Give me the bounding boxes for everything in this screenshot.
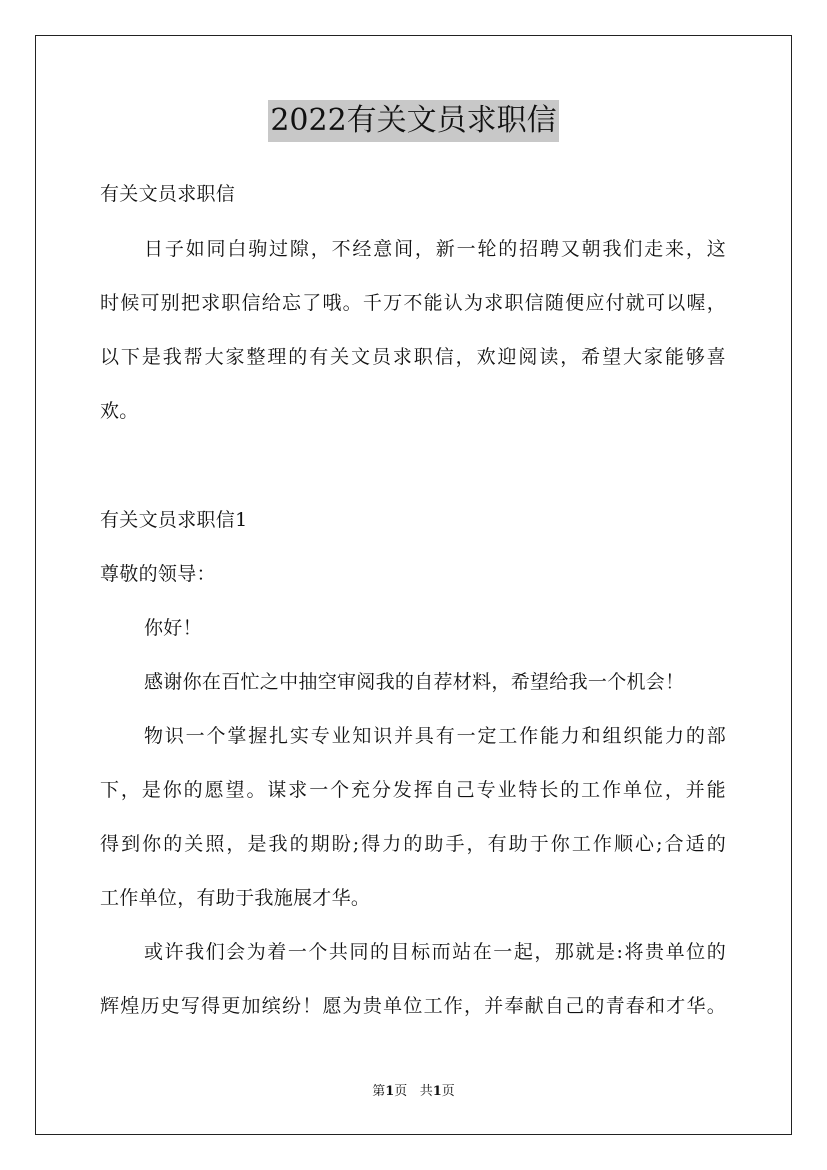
paragraph-3-line-2: 辉煌历史写得更加缤纷！愿为贵单位工作，并奉献自己的青春和才华。 [100,995,726,1017]
salutation: 尊敬的领导： [100,563,216,585]
footer-page-number: 1 [385,1084,395,1099]
paragraph-3-line-1: 或许我们会为着一个共同的目标而站在一起，那就是:将贵单位的 [144,941,726,963]
intro-line-4: 欢。 [100,400,139,422]
paragraph-2-line-2: 下，是你的愿望。谋求一个充分发挥自己专业特长的工作单位，并能 [100,779,726,801]
footer-suffix: 页 [441,1084,455,1099]
footer-prefix: 第 [372,1084,386,1099]
title-container [0,100,827,142]
intro-line-2: 时候可别把求职信给忘了哦。千万不能认为求职信随便应付就可以喔， [100,292,726,314]
paragraph-2-line-4: 工作单位，有助于我施展才华。 [100,887,371,909]
document-title: 2022有关文员求职信 [268,100,558,142]
document-heading: 有关文员求职信 [100,183,236,205]
paragraph-1: 感谢你在百忙之中抽空审阅我的自荐材料，希望给我一个机会！ [144,671,685,693]
intro-line-1: 日子如同白驹过隙，不经意间，新一轮的招聘又朝我们走来，这 [144,238,726,260]
footer-mid: 页 共 [394,1084,433,1099]
greeting: 你好！ [144,617,202,639]
section-title: 有关文员求职信1 [100,509,248,531]
page-footer [0,1084,827,1100]
paragraph-2-line-1: 物识一个掌握扎实专业知识并具有一定工作能力和组织能力的部 [144,725,726,747]
intro-line-3: 以下是我帮大家整理的有关文员求职信，欢迎阅读，希望大家能够喜 [100,346,726,368]
paragraph-2-line-3: 得到你的关照，是我的期盼;得力的助手，有助于你工作顺心;合适的 [100,833,726,855]
footer-total-pages: 1 [432,1084,442,1099]
